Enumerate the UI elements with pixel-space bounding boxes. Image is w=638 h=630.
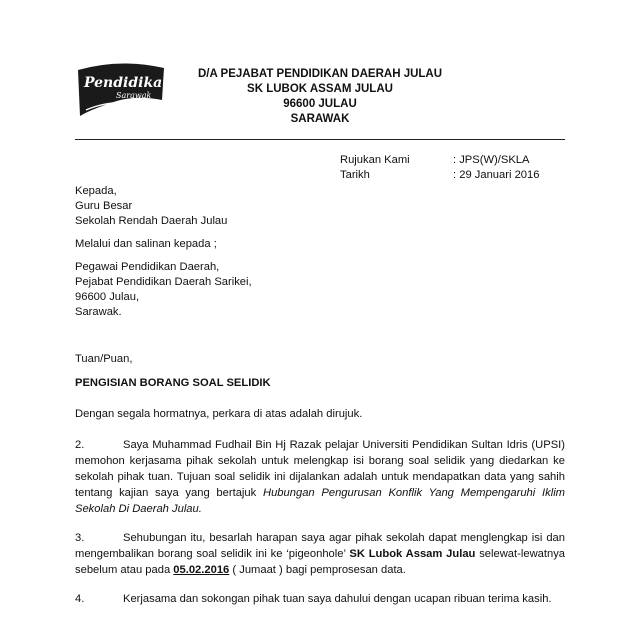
copy-to-line-1: Pegawai Pendidikan Daerah, [75, 261, 220, 273]
header-divider [75, 139, 565, 140]
para-3-line-3: sebelum atau pada 05.02.2016 ( Jumaat ) bagi pemprosesan data. [75, 564, 406, 576]
para-4-number: 4. [75, 593, 85, 605]
para-3-line-2: mengembalikan borang soal selidik ini ke ‘pigeonhole’ SK Lubok Assam Julau selewat-lewatnya [75, 548, 566, 560]
letterhead-line-3: 96600 JULAU [283, 98, 357, 110]
recipient-line-3: Sekolah Rendah Daerah Julau [75, 215, 228, 227]
via-line: Melalui dan salinan kepada ; [75, 238, 217, 250]
recipient-line-1: Kepada, [75, 185, 117, 197]
logo-text-sub: Sarawak [116, 91, 152, 100]
para-4-line-1: 4. Kerjasama dan sokongan pihak tuan saya dahului dengan ucapan ribuan terima kasih. [75, 593, 552, 605]
letterhead-line-4: SARAWAK [290, 113, 350, 125]
letterhead-line-1: D/A PEJABAT PENDIDIKAN DAERAH JULAU [197, 68, 443, 80]
copy-to-line-4: Sarawak. [75, 306, 122, 318]
school-name: SK Lubok Assam Julau [349, 548, 476, 560]
copy-to-line-2: Pejabat Pendidikan Daerah Sarikei, [75, 276, 252, 288]
letterhead-line-2: SK LUBOK ASSAM JULAU [247, 83, 393, 95]
tarikh-value: : 29 Januari 2016 [453, 169, 540, 181]
logo-text-main: Pendidikan [84, 75, 170, 91]
letter-subject: PENGISIAN BORANG SOAL SELIDIK [75, 377, 271, 389]
recipient-line-2: Guru Besar [75, 200, 133, 212]
research-title: Hubungan Pengurusan Konflik Yang Mempengaruhi Iklim [263, 487, 565, 499]
rujukan-label: Rujukan Kami [340, 154, 410, 166]
para-2-line-5: Sekolah Di Daerah Julau. [75, 503, 202, 515]
tarikh-label: Tarikh [340, 169, 370, 181]
opening-line: Dengan segala hormatnya, perkara di atas adalah dirujuk. [75, 408, 363, 420]
para-2-number: 2. [75, 439, 85, 451]
para-2-line-3: sekolah pihak tuan. Tujuan soal selidik ini dijalankan adalah untuk mendapatkan data yang sahih [75, 471, 565, 483]
deadline-date: 05.02.2016 [173, 564, 230, 576]
rujukan-value: : JPS(W)/SKLA [453, 154, 530, 166]
para-2-line-2: memohon kerjasama pihak sekolah untuk melengkap isi borang soal selidik yang diedarkan ke [75, 455, 565, 467]
para-2-line-1: 2. Saya Muhammad Fudhail Bin Hj Razak pelajar Universiti Pendidikan Sultan Idris (UPSI) [75, 439, 565, 451]
copy-to-line-3: 96600 Julau, [75, 291, 140, 303]
para-2-line-4: tentang kajian saya yang bertajuk Hubungan Pengurusan Konflik Yang Mempengaruhi Iklim [75, 487, 565, 499]
para-3-number: 3. [75, 532, 85, 544]
para-3-line-1: 3. Sehubungan itu, besarlah harapan saya agar pihak sekolah dapat menglengkap isi dan [75, 532, 565, 544]
pendidikan-sarawak-logo [72, 60, 170, 118]
salutation: Tuan/Puan, [75, 353, 133, 365]
